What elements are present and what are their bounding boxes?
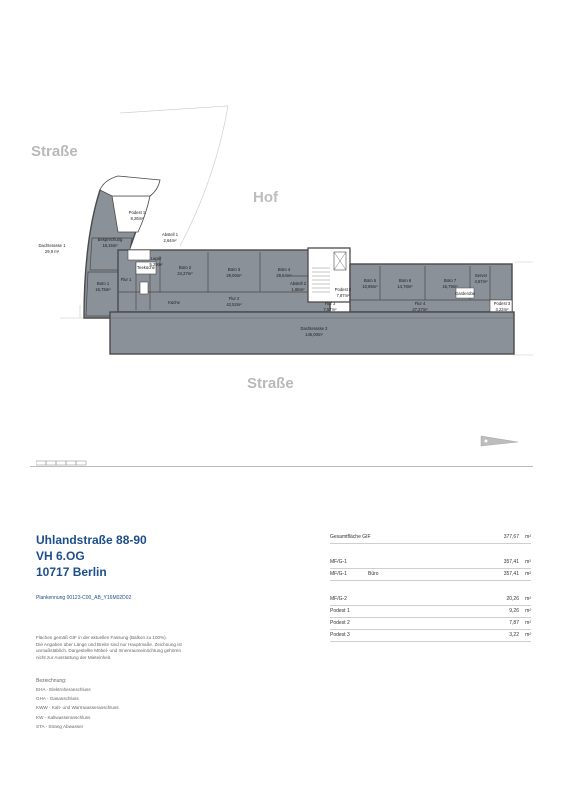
label-buero5-area: 10,85m² (362, 284, 378, 289)
legend-item: KW - Kaltwasseranschluss (36, 714, 91, 720)
label-abstell2-area: 1,66m² (291, 287, 305, 292)
area-label: Podest 1 (330, 608, 350, 614)
label-besprechung-name: Besprechung (97, 237, 123, 242)
street-label-bottom: Straße (247, 375, 294, 392)
area-label: Podest 2 (330, 620, 350, 626)
label-flur2-area: 42,52m² (226, 302, 242, 307)
legend-list (36, 685, 119, 731)
label-lager-area: 5,29m² (149, 262, 163, 267)
area-value: 3,22 (509, 632, 519, 638)
label-podest1-area: 8,26m² (130, 216, 144, 221)
area-row-mfg2 (330, 594, 531, 606)
label-dachterrasse1-area: 29,9 m² (44, 249, 60, 254)
label-dachterrasse2-area: 145,00m² (305, 332, 323, 337)
label-kueche: Küche (168, 300, 180, 305)
area-value: 357,41 (503, 571, 519, 577)
area-row-podest1 (330, 606, 531, 618)
legend-item: STA - Strang Abwasser (36, 723, 84, 729)
label-garderobe: Garderobe (454, 291, 476, 296)
legend-item: KWW - Kalt- und Warmwasseranschluss (36, 705, 119, 711)
note-line-2: Die Angaben über Länge und Breite sind nur Hauptmaße. Zeichnung ist (36, 641, 182, 647)
label-buero3-area: 29,00m² (226, 273, 242, 278)
area-value: 377,67 (503, 534, 519, 540)
area-row-mfg1-buero (330, 569, 531, 581)
area-unit: m² (525, 632, 531, 638)
area-label: Podest 3 (330, 632, 350, 638)
area-unit: m² (525, 534, 531, 540)
area-row-mfg1 (330, 557, 531, 569)
label-abstell1-area: 2,64m² (163, 238, 177, 243)
label-flur4-name: Flur 4 (414, 301, 426, 306)
scale-bar-icon (36, 458, 98, 466)
area-unit: m² (525, 596, 531, 602)
label-buero6-area: 14,78m² (397, 284, 413, 289)
label-buero3-name: Büro 3 (227, 267, 241, 272)
area-unit: m² (525, 559, 531, 565)
north-arrow-icon (481, 436, 518, 446)
area-sublabel: Büro (368, 571, 379, 577)
label-abstell2-name: Abstell 2 (289, 281, 307, 286)
note-line-1: Flächen gemäß GIF in der aktuellen Fassung (Balkon zu 100%). (36, 635, 167, 640)
area-unit: m² (525, 620, 531, 626)
area-value: 7,87 (509, 620, 519, 626)
label-flur3-name: Flur 3 (324, 301, 336, 306)
area-unit: m² (525, 571, 531, 577)
note-line-4: nicht zur Ausstattung der Mieteinheit. (36, 654, 112, 660)
label-buero7-area: 15,79m² (442, 284, 458, 289)
label-flur4-area: 27,27m² (412, 307, 428, 312)
label-dachterrasse2-name: Dachterasse 2 (300, 326, 328, 331)
area-row-podest3 (330, 630, 531, 642)
area-value: 20,26 (506, 596, 519, 602)
label-podest3-area: 3,22m² (495, 307, 509, 312)
address-city: 10717 Berlin (36, 565, 107, 579)
legend-title: Bezeichnung: (36, 678, 67, 684)
street-label-top: Straße (31, 143, 78, 160)
area-label: Gesamtfläche GIF (330, 534, 371, 540)
label-buero2-name: Büro 2 (178, 265, 192, 270)
label-buero2-area: 24,27m² (177, 271, 193, 276)
label-flur1: Flur 1 (120, 277, 132, 282)
legend-item: GHA - Gasanschluss (36, 696, 79, 702)
label-abstell1-name: Abstell 1 (161, 232, 179, 237)
area-label: MF/G-1 (330, 571, 347, 577)
label-podest1-name: Podest 1 (128, 210, 146, 215)
area-label: MF/G-1 (330, 559, 347, 565)
note-line-3: unmaßstäblich. Dargestellte Möbel- und Innenraumeinrichtung gehören (36, 648, 182, 654)
area-value: 9,26 (509, 608, 519, 614)
divider-line (30, 466, 533, 467)
label-buero5-name: Büro 5 (363, 278, 377, 283)
label-buero7-name: Büro 7 (443, 278, 457, 283)
label-podest3-name: Podest 3 (493, 301, 511, 306)
label-buero6-name: Büro 6 (398, 278, 412, 283)
label-flur3-area: 7,57m² (323, 307, 337, 312)
label-buero4-area: 29,54m² (276, 273, 292, 278)
legend-item: EHA - Elektroheranschluss (36, 687, 91, 692)
address-floor: VH 6.OG (36, 549, 85, 563)
label-flur2-name: Flur 2 (228, 296, 240, 301)
area-unit: m² (525, 608, 531, 614)
label-podest2-area: 7,87m² (336, 293, 350, 298)
label-server-name: Server (474, 273, 488, 278)
label-teekueche: Teeküche (137, 265, 155, 270)
label-lager-name: Lager (150, 256, 162, 261)
label-dachterrasse1-name: Dachterasse 1 (38, 243, 66, 248)
label-buero4-name: Büro 4 (277, 267, 291, 272)
courtyard-label: Hof (253, 189, 278, 206)
address-street: Uhlandstraße 88-90 (36, 533, 147, 547)
label-podest2-name: Podest 2 (334, 287, 352, 292)
label-server-area: 4,57m² (474, 279, 488, 284)
area-value: 357,41 (503, 559, 519, 565)
label-besprechung-area: 18,15m² (102, 243, 118, 248)
label-buero1-name: Büro 1 (96, 281, 110, 286)
area-label: MF/G-2 (330, 596, 347, 602)
area-row-gesamt (330, 532, 531, 544)
area-row-podest2 (330, 618, 531, 630)
label-buero1-area: 16,75m² (95, 287, 111, 292)
plan-code: Plankennung 00123-C00_AB_Y16M02D02 (36, 595, 132, 601)
